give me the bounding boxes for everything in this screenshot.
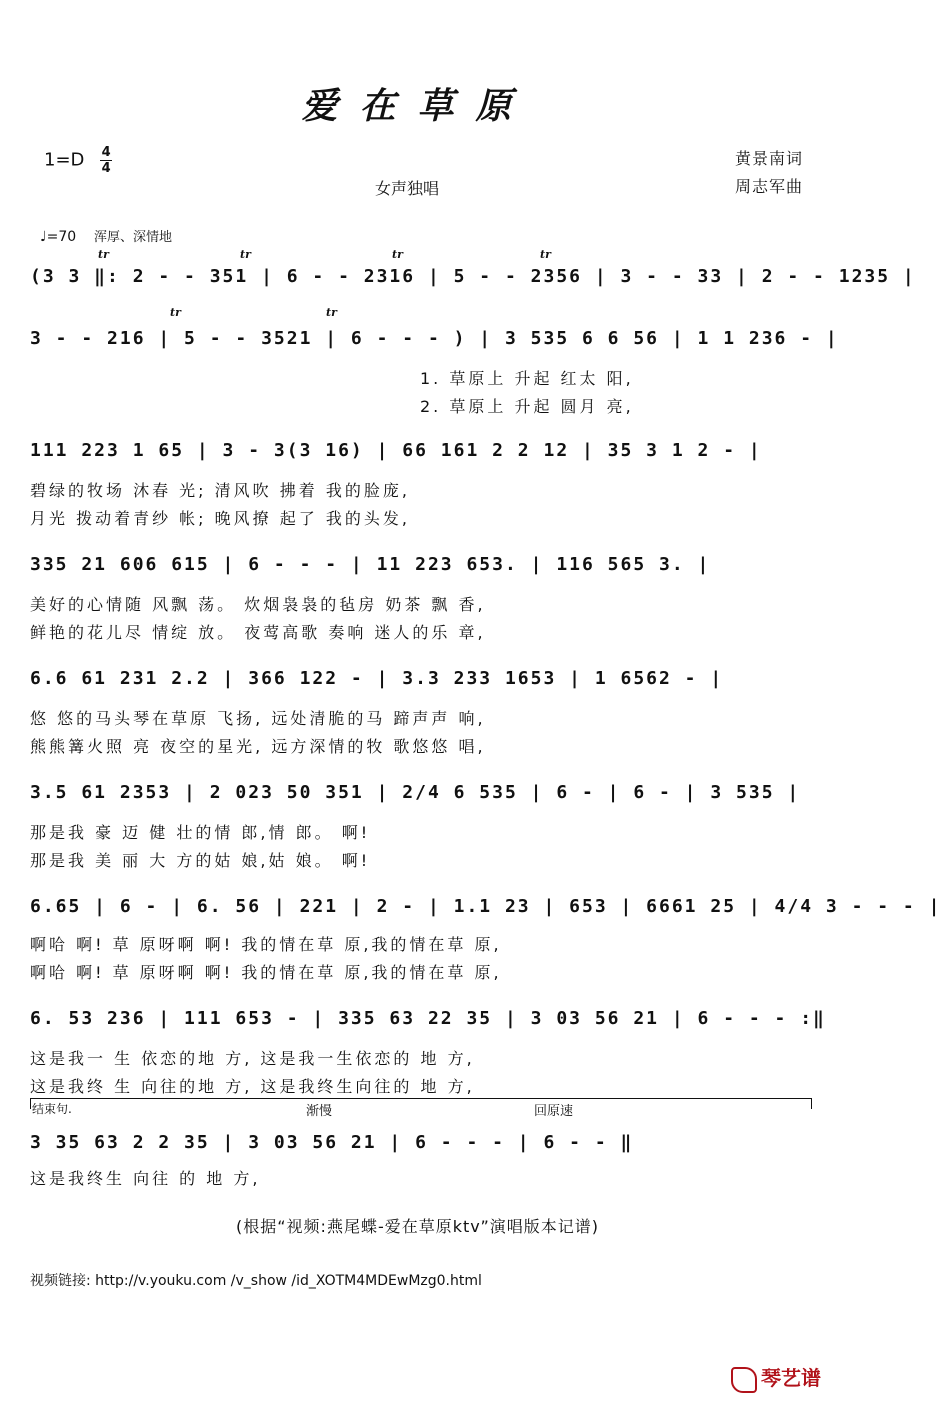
notation-line-1: (3 3 ‖: 2 - - 351 | 6 - - 2316 | 5 - - 2356 | 3 - - 33 | 2 - - 1235 |: [30, 266, 916, 287]
lyric-line: 鲜艳的花儿尽 情绽 放。 夜莺高歌 奏响 迷人的乐 章,: [30, 623, 486, 642]
notation-line-9: 3 35 63 2 2 35 | 3 03 56 21 | 6 - - - | 6 - - ‖: [30, 1132, 634, 1153]
lyric-line: 啊哈 啊! 草 原呀啊 啊! 我的情在草 原,我的情在草 原,: [30, 963, 502, 982]
lyric-line: 碧绿的牧场 沐春 光; 清风吹 拂着 我的脸庞,: [30, 481, 410, 500]
video-link[interactable]: 视频链接: http://v.youku.com /v_show /id_XOTM4MDEwMzg0.html: [30, 1273, 482, 1289]
lyric-line: 2. 草原上 升起 圆月 亮,: [420, 397, 634, 416]
source-note: (根据“视频:燕尾蝶-爱在草原ktv”演唱版本记谱): [236, 1217, 599, 1236]
logo-icon: [731, 1367, 757, 1393]
lyric-line: 月光 拨动着青纱 帐; 晚风撩 起了 我的头发,: [30, 509, 410, 528]
trill-mark: tr: [170, 306, 181, 319]
trill-mark: tr: [392, 248, 403, 261]
time-signature: [100, 146, 112, 175]
tempo-line: [40, 226, 172, 245]
lyric-line: 这是我终 生 向往的地 方, 这是我终生向往的 地 方,: [30, 1077, 475, 1096]
trill-mark: tr: [240, 248, 251, 261]
lyric-line: 啊哈 啊! 草 原呀啊 啊! 我的情在草 原,我的情在草 原,: [30, 935, 502, 954]
ending-label: 结束句.: [32, 1102, 72, 1116]
key-text: 1=D: [44, 149, 85, 171]
voice-type: 女声独唱: [375, 179, 440, 198]
song-title: 爱在草原: [301, 85, 534, 127]
time-top: 4: [101, 145, 111, 160]
lyric-line: 这是我终生 向往 的 地 方,: [30, 1169, 261, 1188]
notation-line-3: 111 223 1 65 | 3 - 3(3 16) | 66 161 2 2 12 | 35 3 1 2 - |: [30, 440, 762, 461]
ritardando-mark: 渐慢: [306, 1104, 333, 1119]
lyric-line: 这是我一 生 依恋的地 方, 这是我一生依恋的 地 方,: [30, 1049, 475, 1068]
lyric-line: 熊熊篝火照 亮 夜空的星光, 远方深情的牧 歌悠悠 唱,: [30, 737, 486, 756]
time-bottom: 4: [101, 161, 111, 176]
notation-line-6: 3.5 61 2353 | 2 023 50 351 | 2/4 6 535 | 6 - | 6 - | 3 535 |: [30, 782, 801, 803]
lyric-line: 那是我 美 丽 大 方的姑 娘,姑 娘。 啊!: [30, 851, 371, 870]
notation-line-2: 3 - - 216 | 5 - - 3521 | 6 - - - ) | 3 535 6 6 56 | 1 1 236 - |: [30, 328, 839, 349]
trill-mark: tr: [326, 306, 337, 319]
trill-mark: tr: [540, 248, 551, 261]
expression-mark: 浑厚、深情地: [93, 230, 172, 245]
notation-line-5: 6.6 61 231 2.2 | 366 122 - | 3.3 233 1653 | 1 6562 - |: [30, 668, 724, 689]
composer: 周志军曲: [734, 177, 803, 196]
site-logo: [731, 1362, 821, 1393]
lyric-line: 美好的心情随 风飘 荡。 炊烟袅袅的毡房 奶茶 飘 香,: [30, 595, 486, 614]
a-tempo-mark: 回原速: [534, 1104, 574, 1119]
notation-line-8: 6. 53 236 | 111 653 - | 335 63 22 35 | 3 03 56 21 | 6 - - - :‖: [30, 1008, 826, 1029]
logo-text: 琴艺谱: [761, 1366, 821, 1390]
ending-bracket: [30, 1098, 812, 1109]
lyric-line: 悠 悠的马头琴在草原 飞扬, 远处清脆的马 蹄声声 响,: [30, 709, 486, 728]
trill-mark: tr: [98, 248, 109, 261]
lyricist: 黄景南词: [734, 149, 803, 168]
lyric-line: 那是我 豪 迈 健 壮的情 郎,情 郎。 啊!: [30, 823, 371, 842]
notation-line-4: 335 21 606 615 | 6 - - - | 11 223 653. | 116 565 3. |: [30, 554, 711, 575]
lyric-line: 1. 草原上 升起 红太 阳,: [420, 369, 634, 388]
tempo-mark: ♩=70: [40, 229, 77, 245]
notation-line-7: 6.65 | 6 - | 6. 56 | 221 | 2 - | 1.1 23 | 653 | 6661 25 | 4/4 3 - - - |: [30, 896, 941, 917]
key-signature: [44, 146, 112, 175]
